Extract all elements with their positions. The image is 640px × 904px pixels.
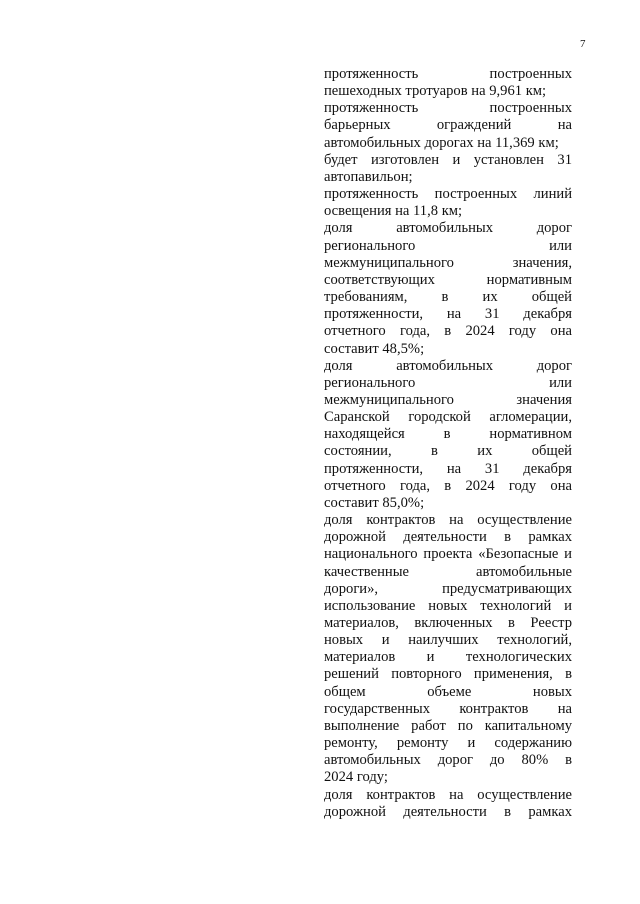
text-line: составит 85,0%; [324,494,425,511]
text-line: автомобильных дорогах на 11,369 км; [324,134,559,151]
text-line: протяженности, на 31 декабря [324,306,572,323]
text-line: Саранской городской агломерации, [324,409,572,426]
text-line: доля контрактов на осуществление [324,512,572,529]
text-line: автопавильон; [324,168,413,185]
text-line: решений повторного применения, в [324,666,572,683]
text-line: выполнение работ по капитальному [324,717,572,734]
text-line: использование новых технологий и [324,597,572,614]
text-line: межмуниципального значения, [324,254,572,271]
text-line: находящейся в нормативном [324,426,572,443]
text-line: национального проекта «Безопасные и [324,546,572,563]
text-line: составит 48,5%; [324,340,425,357]
text-line: материалов и технологических [324,649,572,666]
text-line: отчетного года, в 2024 году она [324,477,572,494]
text-line: 2024 году; [324,769,388,786]
text-line: протяженность построенных [324,100,572,117]
text-line: регионального или [324,237,572,254]
document-body [324,66,572,821]
text-line: общем объеме новых [324,683,572,700]
text-line: новых и наилучших технологий, [324,632,572,649]
text-line: ремонту, ремонту и содержанию [324,735,572,752]
text-line: автомобильных дорог до 80% в [324,752,572,769]
text-line: качественные автомобильные [324,563,572,580]
text-line: протяженность построенных [324,66,572,82]
text-line: освещения на 11,8 км; [324,203,463,220]
text-line: протяженности, на 31 декабря [324,460,572,477]
text-line: дороги», предусматривающих [324,580,572,597]
text-line: дорожной деятельности в рамках [324,529,572,546]
text-line: доля автомобильных дорог [324,220,572,237]
text-line: межмуниципального значения [324,391,572,408]
text-line: государственных контрактов на [324,700,572,717]
text-line: состоянии, в их общей [324,443,572,460]
text-line: регионального или [324,374,572,391]
text-line: будет изготовлен и установлен 31 [324,151,572,168]
text-line: доля автомобильных дорог [324,357,572,374]
text-line: требованиям, в их общей [324,289,572,306]
text-line: материалов, включенных в Реестр [324,615,572,631]
text-line: дорожной деятельности в рамках [324,803,572,820]
text-line: отчетного года, в 2024 году она [324,323,572,340]
text-line: протяженность построенных линий [324,186,572,203]
text-line: пешеходных тротуаров на 9,961 км; [324,83,547,100]
text-line: доля контрактов на осуществление [324,786,572,803]
text-line: соответствующих нормативным [324,271,572,288]
text-line: барьерных ограждений на [324,117,572,134]
page-number: 7 [580,38,586,50]
